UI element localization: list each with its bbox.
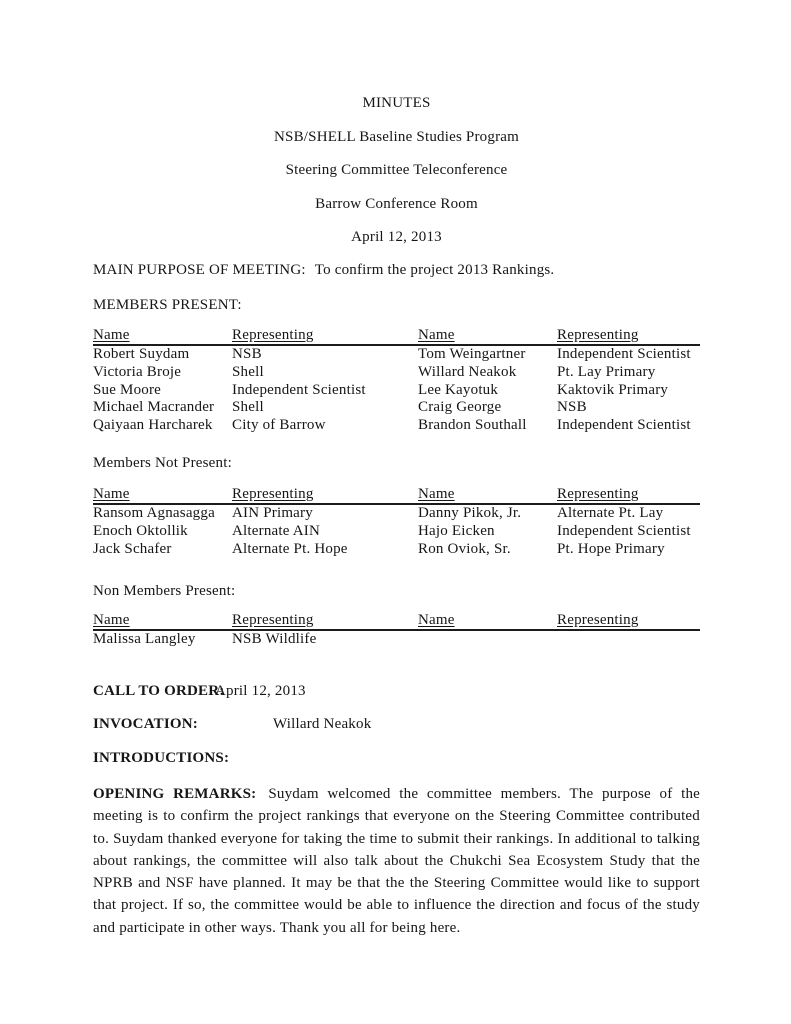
main-purpose-label: MAIN PURPOSE OF MEETING: bbox=[93, 262, 306, 278]
table-cell: City of Barrow bbox=[232, 417, 326, 434]
table-row bbox=[93, 417, 700, 435]
introductions-label: INTRODUCTIONS: bbox=[93, 750, 230, 766]
table-header-row bbox=[93, 487, 700, 505]
table-cell: Ron Oviok, Sr. bbox=[418, 540, 511, 557]
members-present-table bbox=[93, 328, 700, 435]
column-header-representing: Representing bbox=[557, 327, 639, 343]
table-cell: Shell bbox=[232, 399, 264, 416]
column-header-representing: Representing bbox=[232, 327, 314, 343]
table-cell: Robert Suydam bbox=[93, 346, 190, 362]
table-row bbox=[93, 364, 700, 382]
table-cell: Lee Kayotuk bbox=[418, 381, 499, 398]
table-header-row bbox=[93, 613, 700, 631]
table-cell: Independent Scientist bbox=[557, 346, 691, 362]
table-cell: Independent Scientist bbox=[557, 522, 691, 539]
table-cell: Ransom Agnasagga bbox=[93, 505, 215, 521]
main-purpose-text: To confirm the project 2013 Rankings. bbox=[314, 262, 555, 278]
table-row bbox=[93, 346, 700, 364]
column-header-name: Name bbox=[93, 612, 130, 628]
table-cell: AIN Primary bbox=[232, 505, 313, 521]
table-cell: NSB bbox=[232, 346, 262, 362]
table-header-row bbox=[93, 328, 700, 346]
column-header-name: Name bbox=[93, 327, 130, 343]
members-not-present-table bbox=[93, 487, 700, 558]
table-cell: Alternate Pt. Hope bbox=[232, 540, 348, 557]
members-not-present-rows bbox=[93, 505, 700, 558]
invocation-line bbox=[93, 716, 700, 732]
table-cell: Independent Scientist bbox=[232, 381, 366, 398]
table-cell: Alternate AIN bbox=[232, 522, 320, 539]
table-cell: NSB Wildlife bbox=[232, 631, 317, 647]
document-subtitle-program: NSB/SHELL Baseline Studies Program bbox=[274, 129, 519, 145]
table-cell: Shell bbox=[232, 363, 264, 380]
opening-remarks-label: OPENING REMARKS: bbox=[93, 786, 257, 802]
table-cell: Sue Moore bbox=[93, 381, 162, 398]
table-cell: Tom Weingartner bbox=[418, 346, 526, 362]
non-members-present-heading: Non Members Present: bbox=[93, 583, 236, 599]
invocation-value: Willard Neakok bbox=[273, 716, 372, 732]
members-not-present-heading: Members Not Present: bbox=[93, 455, 232, 471]
table-cell: Kaktovik Primary bbox=[557, 381, 669, 398]
table-cell: Independent Scientist bbox=[557, 417, 691, 434]
document-title: MINUTES bbox=[362, 95, 431, 111]
table-cell: Alternate Pt. Lay bbox=[557, 505, 664, 521]
table-cell: Hajo Eicken bbox=[418, 522, 495, 539]
non-members-present-rows bbox=[93, 631, 700, 649]
column-header-representing: Representing bbox=[557, 612, 639, 628]
table-cell bbox=[557, 631, 700, 649]
table-row bbox=[93, 399, 700, 417]
members-present-rows bbox=[93, 346, 700, 435]
invocation-label: INVOCATION: bbox=[93, 716, 198, 732]
members-present-heading: MEMBERS PRESENT: bbox=[93, 297, 242, 313]
table-cell: Pt. Lay Primary bbox=[557, 363, 656, 380]
column-header-name: Name bbox=[418, 486, 455, 502]
table-cell: Brandon Southall bbox=[418, 417, 527, 434]
call-to-order-value: April 12, 2013 bbox=[215, 683, 306, 699]
table-row bbox=[93, 505, 700, 523]
column-header-name: Name bbox=[418, 327, 455, 343]
table-cell: Danny Pikok, Jr. bbox=[418, 505, 522, 521]
column-header-representing: Representing bbox=[232, 612, 314, 628]
table-cell: Craig George bbox=[418, 399, 502, 416]
table-row bbox=[93, 523, 700, 541]
main-purpose-line bbox=[93, 262, 700, 278]
opening-remarks-text: Suydam welcomed the committee members. The purpose of the meeting is to confirm the project rankings that everyone on the Steering Committee contributed to. Suydam thanked everyone for taking the time to submit their rankings. In additional to talking about rankings, the committee will also talk about the Chukchi Sea Ecosystem Study that the NPRB and NSF have planned. It may be that the the Steering Committee would like to support that project. If so, the committee would be able to influence the direction and focus of the study and participate in other ways. Thank you all for being here. bbox=[93, 786, 701, 936]
table-row bbox=[93, 382, 700, 400]
table-cell: Victoria Broje bbox=[93, 363, 182, 380]
document-date: April 12, 2013 bbox=[351, 229, 442, 245]
column-header-representing: Representing bbox=[557, 486, 639, 502]
call-to-order-line bbox=[93, 683, 700, 699]
table-cell: Enoch Oktollik bbox=[93, 522, 188, 539]
non-members-present-table bbox=[93, 613, 700, 649]
table-cell bbox=[418, 631, 557, 649]
call-to-order-label: CALL TO ORDER: bbox=[93, 683, 225, 699]
table-cell: Michael Macrander bbox=[93, 399, 215, 416]
column-header-name: Name bbox=[93, 486, 130, 502]
table-row bbox=[93, 631, 700, 649]
table-cell: Jack Schafer bbox=[93, 540, 172, 557]
opening-remarks-paragraph bbox=[93, 783, 700, 939]
document-subtitle-location: Barrow Conference Room bbox=[315, 196, 478, 212]
table-cell: Malissa Langley bbox=[93, 631, 196, 647]
table-cell: Qaiyaan Harcharek bbox=[93, 417, 213, 434]
document-subtitle-meeting: Steering Committee Teleconference bbox=[285, 162, 508, 178]
table-row bbox=[93, 541, 700, 559]
column-header-representing: Representing bbox=[232, 486, 314, 502]
column-header-name: Name bbox=[418, 612, 455, 628]
table-cell: NSB bbox=[557, 399, 587, 416]
table-cell: Willard Neakok bbox=[418, 363, 517, 380]
table-cell: Pt. Hope Primary bbox=[557, 540, 665, 557]
